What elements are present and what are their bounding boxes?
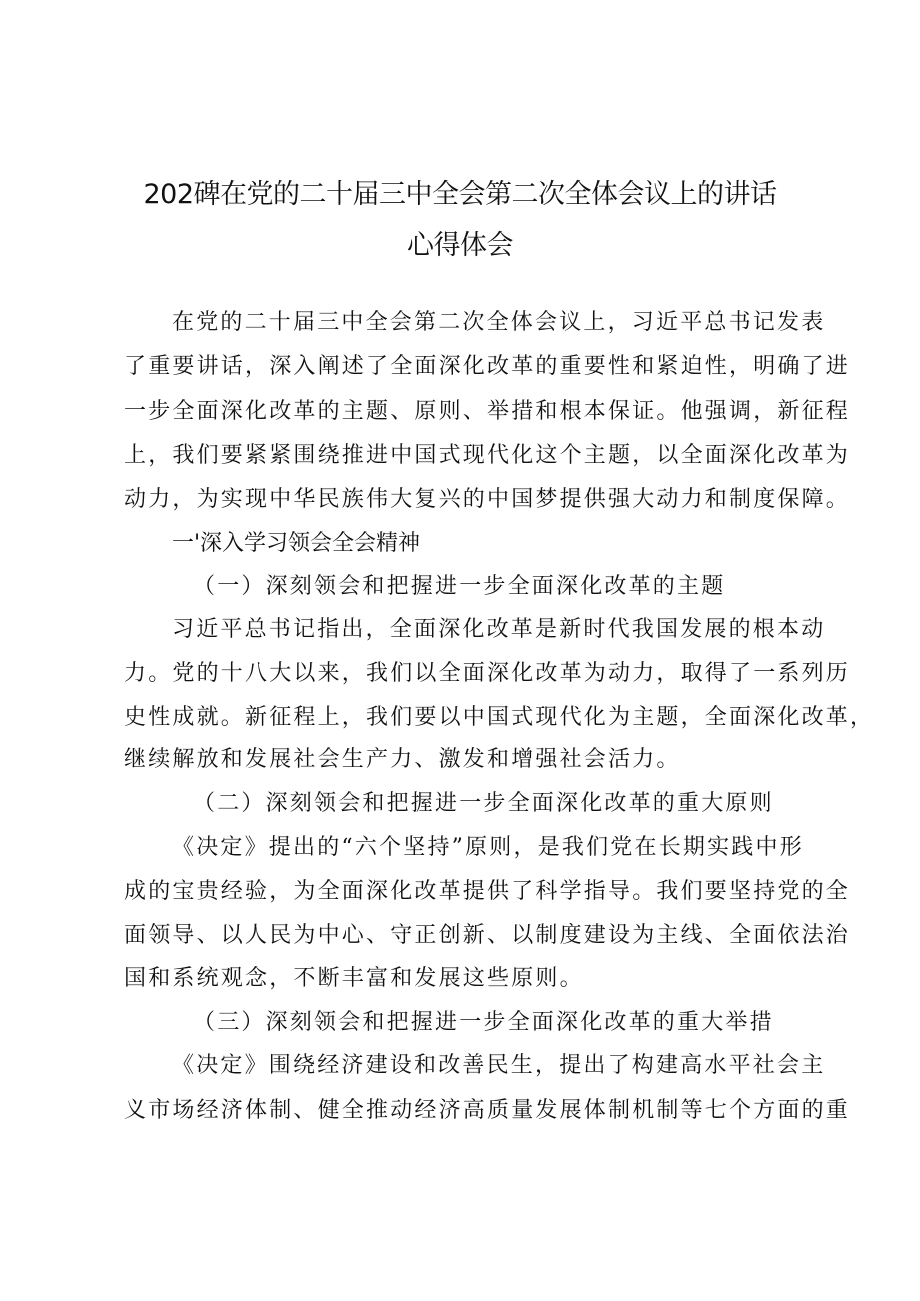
body-line: 习近平总书记指出，全面深化改革是新时代我国发展的根本动 [172, 617, 826, 642]
subsection-heading: （二）深刻领会和把握进一步全面深化改革的重大原则 [193, 791, 774, 816]
body-line: 《决定》围绕经济建设和改善民生，提出了构建高水平社会主 [172, 1053, 826, 1078]
body-line: 史性成就。新征程上，我们要以中国式现代化为主题，全面深化改革， [124, 705, 875, 730]
subsection-heading: （三）深刻领会和把握进一步全面深化改革的重大举措 [193, 1010, 774, 1035]
body-line: 义市场经济体制、健全推动经济高质量发展体制机制等七个方面的重 [124, 1098, 851, 1123]
body-line: 面领导、以人民为中心、守正创新、以制度建设为主线、全面依法治 [124, 923, 851, 948]
body-line: 动力，为实现中华民族伟大复兴的中国梦提供强大动力和制度保障。 [124, 487, 851, 512]
body-line: 在党的二十届三中全会第二次全体会议上，习近平总书记发表 [172, 310, 826, 335]
body-line: 《决定》提出的“六个坚持”原则，是我们党在长期实践中形 [172, 835, 804, 860]
body-line: 上，我们要紧紧围绕推进中国式现代化这个主题，以全面深化改革为 [124, 443, 851, 468]
document-title: 202碑在党的二十届三中全会第二次全体会议上的讲话 [143, 179, 777, 210]
body-line: 国和系统观念，不断丰富和发展这些原则。 [124, 966, 584, 991]
body-line: 一步全面深化改革的主题、原则、举措和根本保证。他强调，新征程 [124, 399, 851, 424]
document-subtitle: 心得体会 [407, 230, 513, 261]
subsection-heading: （一）深刻领会和把握进一步全面深化改革的主题 [193, 574, 726, 599]
body-line: 继续解放和发展社会生产力、激发和增强社会活力。 [124, 747, 681, 772]
body-line: 了重要讲话，深入阐述了全面深化改革的重要性和紧迫性，明确了进 [124, 354, 851, 379]
body-line: 成的宝贵经验，为全面深化改革提供了科学指导。我们要坚持党的全 [124, 879, 851, 904]
section-heading: 一'深入学习领会全会精神 [172, 531, 421, 556]
body-line: 力。党的十八大以来，我们以全面深化改革为动力，取得了一系列历 [124, 661, 851, 686]
